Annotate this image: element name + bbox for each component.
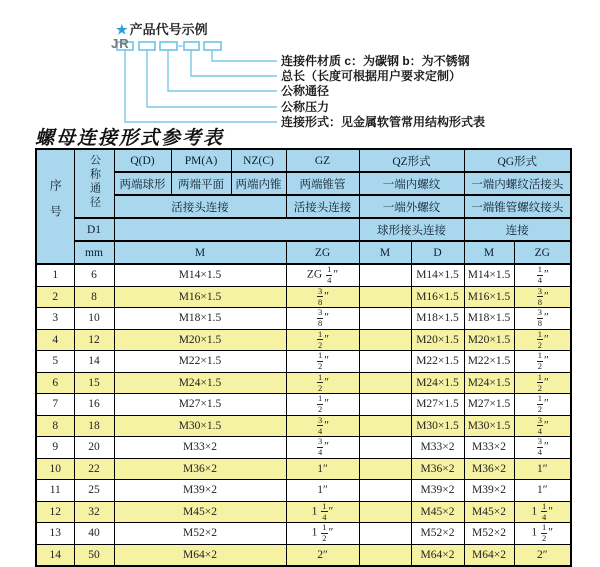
cell-qg-m: M16×1.5 — [464, 286, 514, 308]
cell-gz-thread: ZG $\frac{1}{4}$ ″ — [286, 264, 359, 286]
cell-qz-d: M20×1.5 — [411, 329, 464, 351]
header-row-types — [36, 149, 571, 172]
cell-qg-zg: 1 $\frac{1}{4}$ ″ — [514, 501, 571, 523]
cell-qz-m — [359, 523, 411, 545]
cell-qz-m — [359, 351, 411, 373]
header-blank — [114, 218, 359, 241]
cell-seq: 2 — [36, 286, 74, 308]
header-union-connection: 活接头连接 — [114, 195, 286, 218]
cell-qg-m: M30×1.5 — [464, 415, 514, 437]
cell-m-thread: M24×1.5 — [114, 372, 286, 394]
cell-qg-m: M20×1.5 — [464, 329, 514, 351]
cell-gz-thread: $\frac{1}{2}$ ″ — [286, 394, 359, 416]
cell-seq: 1 — [36, 264, 74, 286]
cell-seq: 9 — [36, 437, 74, 459]
table-row — [36, 480, 571, 502]
header-row-units — [36, 241, 571, 264]
cell-qg-zg: $\frac{3}{4}$ ″ — [514, 437, 571, 459]
cell-qz-m — [359, 308, 411, 330]
cell-seq: 5 — [36, 351, 74, 373]
cell-qz-d: M33×2 — [411, 437, 464, 459]
header-zg-thread: ZG — [286, 241, 359, 264]
cell-qz-d: M22×1.5 — [411, 351, 464, 373]
cell-dia: 14 — [74, 351, 114, 373]
header-qg-m: M — [464, 241, 514, 264]
cell-m-thread: M64×2 — [114, 544, 286, 566]
cell-qz-d: M24×1.5 — [411, 372, 464, 394]
cell-qz-d: M27×1.5 — [411, 394, 464, 416]
cell-qg-zg: $\frac{1}{4}$ ″ — [514, 264, 571, 286]
cell-gz-thread: 2″ — [286, 544, 359, 566]
cell-qg-m: M64×2 — [464, 544, 514, 566]
cell-seq: 8 — [36, 415, 74, 437]
header-q-desc: 两端球形 — [114, 172, 171, 195]
cell-seq: 10 — [36, 458, 74, 480]
cell-qg-zg: $\frac{3}{8}$ ″ — [514, 308, 571, 330]
diagram-title — [116, 19, 208, 38]
cell-qz-m — [359, 372, 411, 394]
cell-qg-zg: 1″ — [514, 480, 571, 502]
header-type-qz: QZ形式 — [359, 149, 464, 172]
cell-m-thread: M39×2 — [114, 480, 286, 502]
cell-qg-zg: 2″ — [514, 544, 571, 566]
header-gz-connection: 活接头连接 — [286, 195, 359, 218]
header-qz-desc1: 一端内螺纹 — [359, 172, 464, 195]
cell-seq: 14 — [36, 544, 74, 566]
cell-dia: 12 — [74, 329, 114, 351]
cell-qz-d: M45×2 — [411, 501, 464, 523]
cell-qg-m: M18×1.5 — [464, 308, 514, 330]
header-qz-m: M — [359, 241, 411, 264]
cell-m-thread: M14×1.5 — [114, 264, 286, 286]
table-row — [36, 523, 571, 545]
cell-dia: 15 — [74, 372, 114, 394]
cell-gz-thread: $\frac{3}{8}$ ″ — [286, 286, 359, 308]
cell-m-thread: M52×2 — [114, 523, 286, 545]
cell-qz-m — [359, 458, 411, 480]
table-row — [36, 264, 571, 286]
label-total-length: 总长（长度可根据用户要求定制） — [281, 69, 462, 83]
table-row — [36, 351, 571, 373]
header-type-qg: QG形式 — [464, 149, 571, 172]
cell-dia: 10 — [74, 308, 114, 330]
cell-qz-d: M39×2 — [411, 480, 464, 502]
header-qz-desc2: 一端外螺纹 — [359, 195, 464, 218]
table-row — [36, 501, 571, 523]
cell-qz-d: M16×1.5 — [411, 286, 464, 308]
table-row — [36, 415, 571, 437]
table-body — [36, 264, 571, 566]
cell-gz-thread: 1″ — [286, 480, 359, 502]
cell-m-thread: M30×1.5 — [114, 415, 286, 437]
label-material: 连接件材质 c：为碳钢 b：为不锈钢 — [281, 54, 470, 68]
cell-m-thread: M33×2 — [114, 437, 286, 459]
code-box-3 — [160, 42, 177, 50]
cell-qg-m: M39×2 — [464, 480, 514, 502]
cell-gz-thread: $\frac{1}{2}$ ″ — [286, 372, 359, 394]
leader-line-length — [191, 50, 277, 76]
cell-dia: 18 — [74, 415, 114, 437]
table-header — [36, 149, 571, 264]
code-box-4 — [184, 42, 199, 50]
label-connection-form: 连接形式：见金属软管常用结构形式表 — [281, 115, 486, 129]
header-type-pm: PM(A) — [171, 149, 231, 172]
header-row-connections — [36, 195, 571, 218]
cell-dia: 50 — [74, 544, 114, 566]
cell-m-thread: M45×2 — [114, 501, 286, 523]
cell-seq: 12 — [36, 501, 74, 523]
header-qg-zg: ZG — [514, 241, 571, 264]
cell-qg-m: M36×2 — [464, 458, 514, 480]
cell-qg-m: M52×2 — [464, 523, 514, 545]
cell-qg-zg: 1″ — [514, 458, 571, 480]
cell-qz-m — [359, 437, 411, 459]
cell-m-thread: M20×1.5 — [114, 329, 286, 351]
cell-gz-thread: $\frac{1}{2}$ ″ — [286, 351, 359, 373]
cell-m-thread: M18×1.5 — [114, 308, 286, 330]
header-m-thread: M — [114, 241, 286, 264]
leader-line-material — [212, 50, 277, 61]
cell-qz-m — [359, 394, 411, 416]
cell-qz-m — [359, 415, 411, 437]
cell-qg-m: M14×1.5 — [464, 264, 514, 286]
header-row-descriptions — [36, 172, 571, 195]
cell-qg-m: M22×1.5 — [464, 351, 514, 373]
cell-gz-thread: $\frac{1}{2}$ ″ — [286, 329, 359, 351]
cell-dia: 22 — [74, 458, 114, 480]
cell-m-thread: M27×1.5 — [114, 394, 286, 416]
cell-qz-d: M18×1.5 — [411, 308, 464, 330]
header-type-nz: NZ(C) — [231, 149, 286, 172]
code-box-2 — [139, 42, 155, 50]
cell-qg-zg: $\frac{1}{2}$ ″ — [514, 372, 571, 394]
cell-qg-m: M24×1.5 — [464, 372, 514, 394]
cell-qg-m: M33×2 — [464, 437, 514, 459]
header-row-d1 — [36, 218, 571, 241]
cell-dia: 20 — [74, 437, 114, 459]
cell-m-thread: M22×1.5 — [114, 351, 286, 373]
cell-dia: 6 — [74, 264, 114, 286]
nut-connection-reference-table — [35, 148, 572, 567]
cell-qz-d: M14×1.5 — [411, 264, 464, 286]
cell-gz-thread: $\frac{3}{8}$ ″ — [286, 308, 359, 330]
leader-line-diameter — [168, 50, 277, 91]
header-qz-connection: 球形接头连接 — [359, 218, 464, 241]
cell-gz-thread: 1 $\frac{1}{2}$ ″ — [286, 523, 359, 545]
cell-seq: 13 — [36, 523, 74, 545]
cell-gz-thread: $\frac{3}{4}$ ″ — [286, 437, 359, 459]
header-gz-desc: 两端锥管 — [286, 172, 359, 195]
code-prefix: JR — [111, 36, 130, 51]
label-nominal-diameter: 公称通径 — [281, 84, 330, 98]
cell-seq: 3 — [36, 308, 74, 330]
code-box-5 — [204, 42, 221, 50]
table-row — [36, 394, 571, 416]
cell-qg-zg: $\frac{1}{2}$ ″ — [514, 394, 571, 416]
table-row — [36, 308, 571, 330]
diagram-title-text: 产品代号示例 — [129, 22, 208, 37]
cell-qz-d: M64×2 — [411, 544, 464, 566]
cell-dia: 8 — [74, 286, 114, 308]
cell-gz-thread: $\frac{3}{4}$ ″ — [286, 415, 359, 437]
cell-seq: 6 — [36, 372, 74, 394]
header-qg-desc2: 一端锥管螺纹接头 — [464, 195, 571, 218]
table-row — [36, 372, 571, 394]
table-row — [36, 544, 571, 566]
cell-seq: 11 — [36, 480, 74, 502]
cell-dia: 40 — [74, 523, 114, 545]
cell-seq: 7 — [36, 394, 74, 416]
cell-dia: 25 — [74, 480, 114, 502]
header-type-gz: GZ — [286, 149, 359, 172]
header-pm-desc: 两端平面 — [171, 172, 231, 195]
cell-qz-d: M36×2 — [411, 458, 464, 480]
cell-qg-zg: $\frac{1}{2}$ ″ — [514, 329, 571, 351]
header-nz-desc: 两端内锥 — [231, 172, 286, 195]
cell-qz-m — [359, 329, 411, 351]
star-icon: ★ — [116, 22, 128, 37]
header-qz-d: D — [411, 241, 464, 264]
table-title: 螺母连接形式参考表 — [35, 128, 225, 149]
cell-seq: 4 — [36, 329, 74, 351]
table-row — [36, 286, 571, 308]
cell-m-thread: M36×2 — [114, 458, 286, 480]
cell-gz-thread: 1″ — [286, 458, 359, 480]
table-row — [36, 329, 571, 351]
cell-m-thread: M16×1.5 — [114, 286, 286, 308]
header-qg-desc1: 一端内螺纹活接头 — [464, 172, 571, 195]
cell-qz-m — [359, 501, 411, 523]
cell-qz-m — [359, 264, 411, 286]
cell-qz-m — [359, 480, 411, 502]
cell-qg-zg: $\frac{3}{8}$ ″ — [514, 286, 571, 308]
cell-qz-m — [359, 544, 411, 566]
cell-qg-zg: $\frac{3}{4}$ ″ — [514, 415, 571, 437]
cell-qz-m — [359, 286, 411, 308]
header-d1: D1 — [74, 218, 114, 241]
cell-qg-m: M27×1.5 — [464, 394, 514, 416]
cell-qg-m: M45×2 — [464, 501, 514, 523]
cell-dia: 32 — [74, 501, 114, 523]
cell-qz-d: M30×1.5 — [411, 415, 464, 437]
header-mm: mm — [74, 241, 114, 264]
table-row — [36, 458, 571, 480]
header-type-q: Q(D) — [114, 149, 171, 172]
header-dia: 公称通径 — [74, 149, 114, 218]
header-seq: 序号 — [36, 149, 74, 264]
cell-qg-zg: $\frac{1}{2}$ ″ — [514, 351, 571, 373]
header-qg-connection: 连接 — [464, 218, 571, 241]
label-nominal-pressure: 公称压力 — [281, 100, 330, 114]
cell-gz-thread: 1 $\frac{1}{4}$ ″ — [286, 501, 359, 523]
cell-qz-d: M52×2 — [411, 523, 464, 545]
cell-qg-zg: 1 $\frac{1}{2}$ ″ — [514, 523, 571, 545]
cell-dia: 16 — [74, 394, 114, 416]
table-row — [36, 437, 571, 459]
